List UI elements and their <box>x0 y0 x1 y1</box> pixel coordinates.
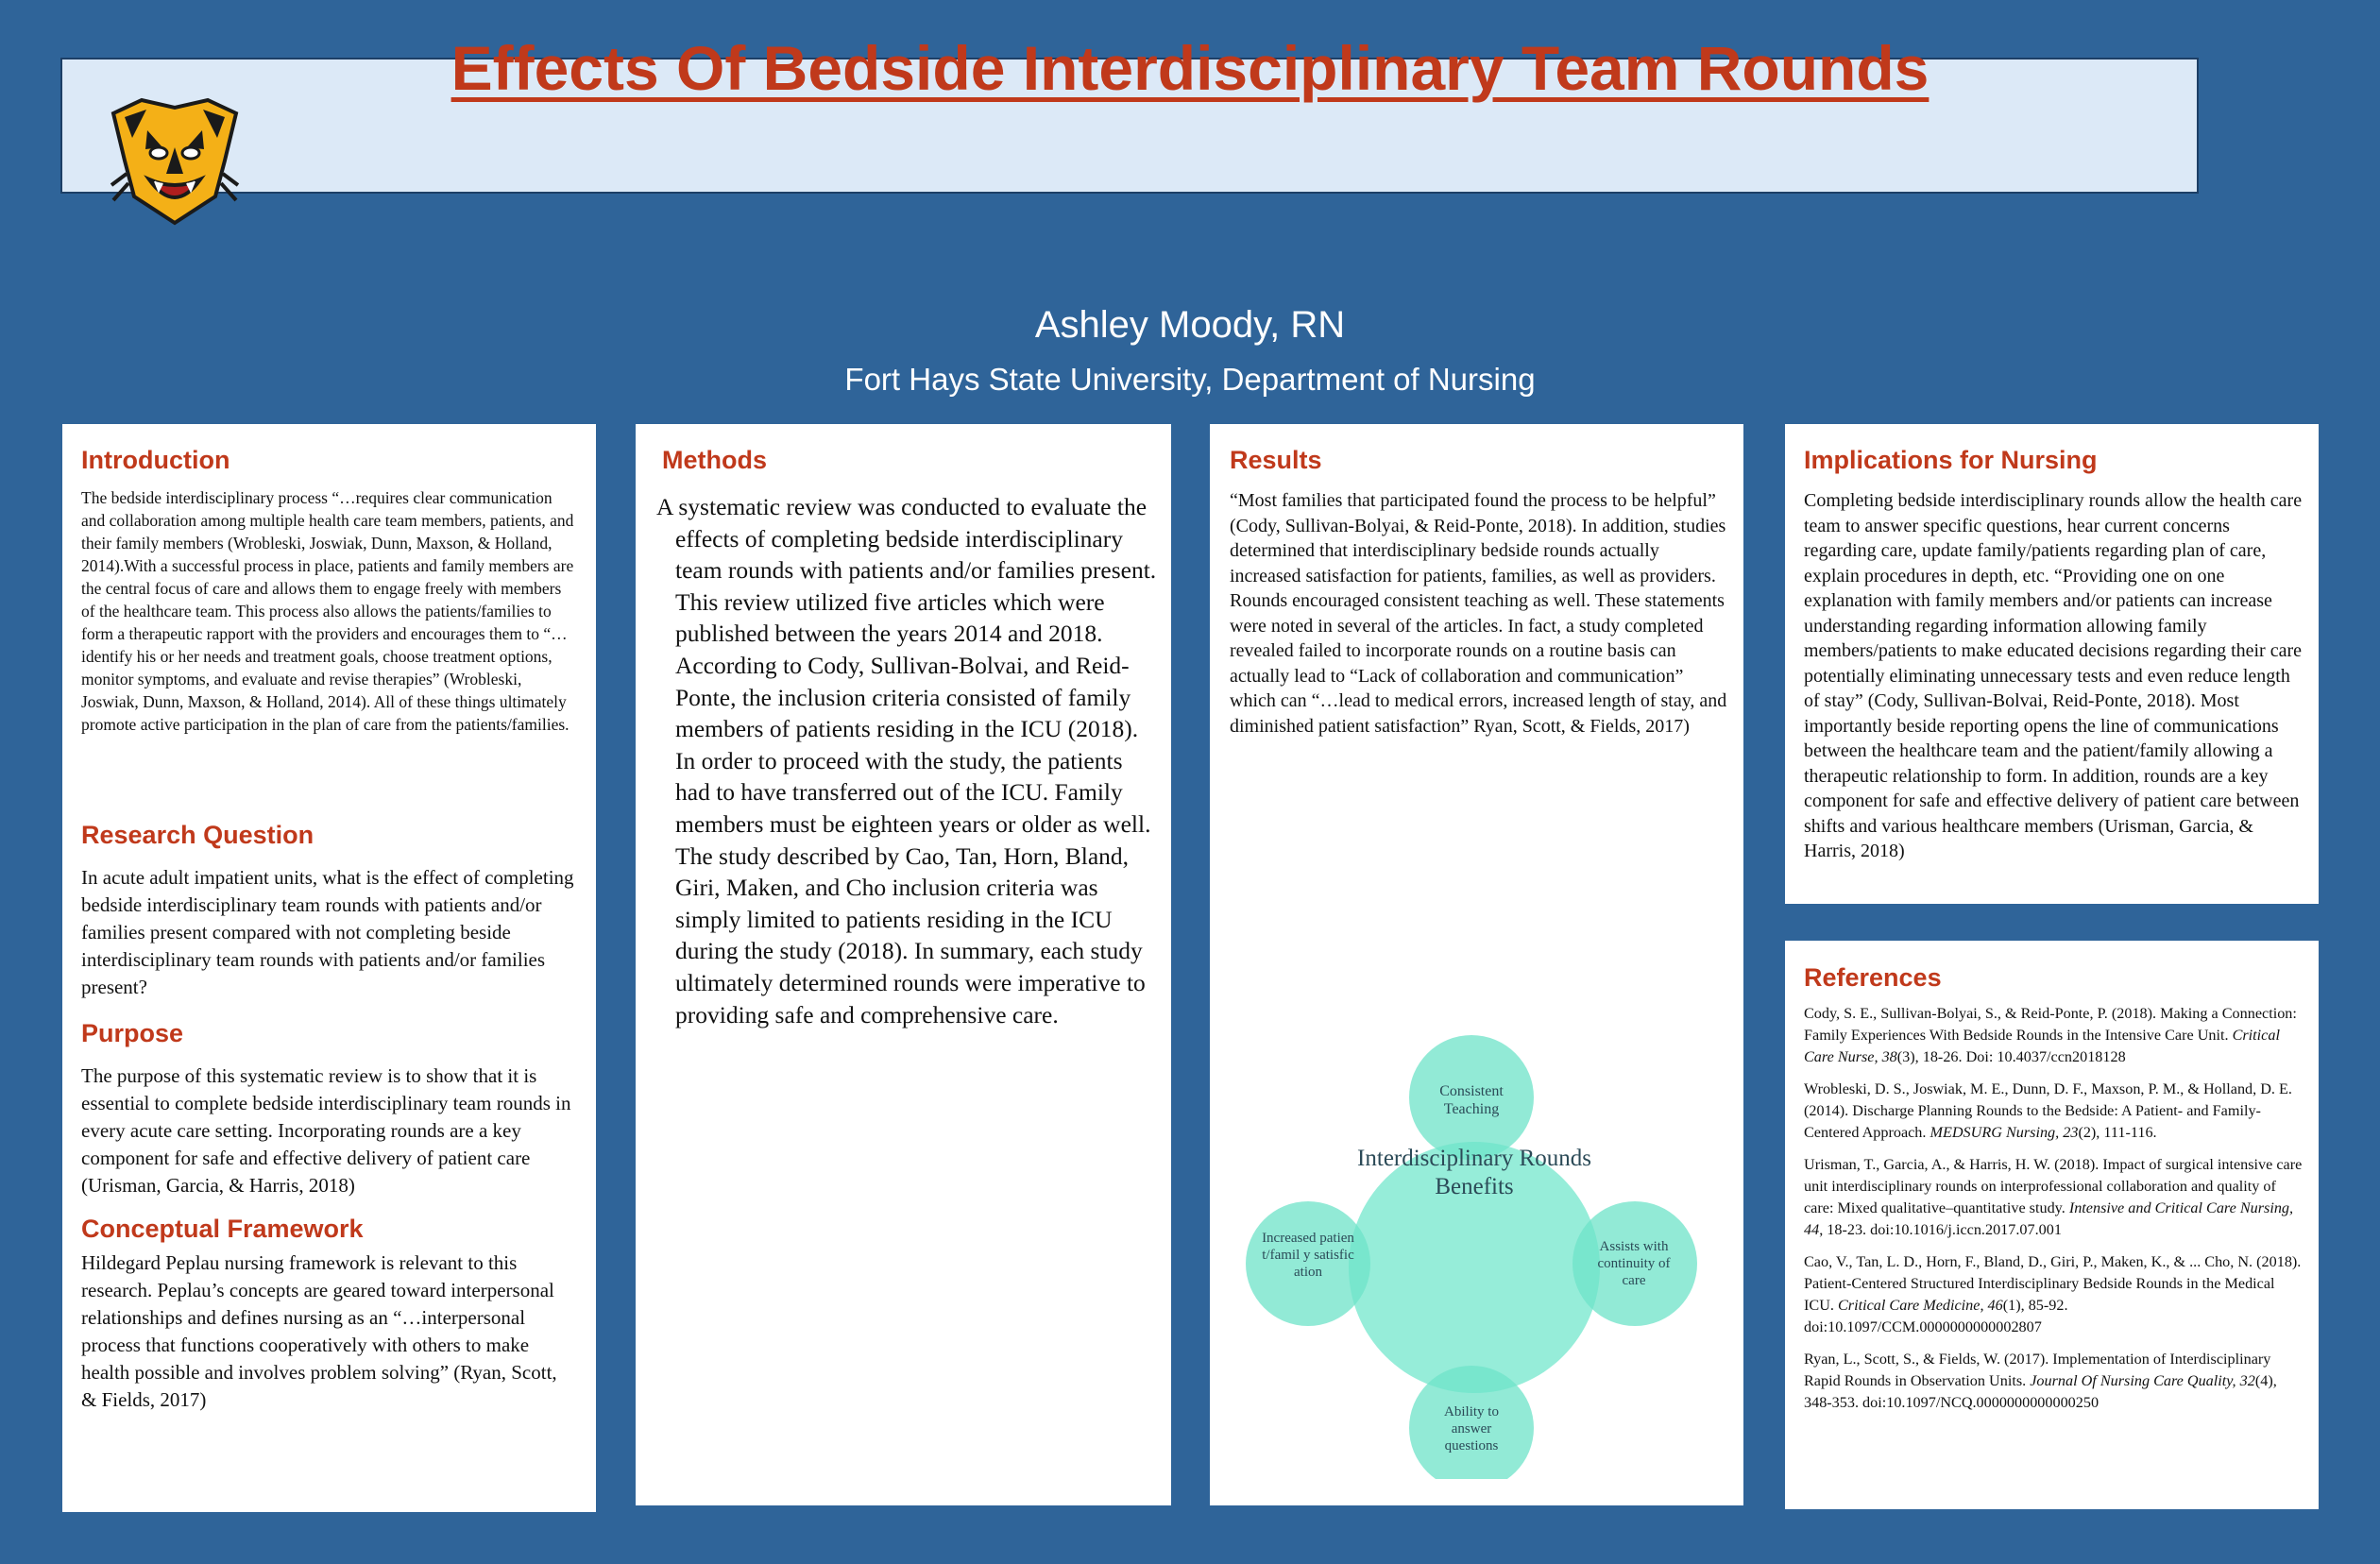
reference-item: Cody, S. E., Sullivan-Bolyai, S., & Reid-Ponte, P. (2018). Making a Connection: Family Experiences With Bedside Rounds in the Intensive Care Unit. Critical Care Nurse, 38(3), 18-26. Doi: 10.4037/ccn2018128 <box>1804 1005 2297 1065</box>
conceptual-framework-text: Hildegard Peplau nursing framework is relevant to this research. Peplau’s concepts are geared toward interpersonal relationships and defines nursing as an “…interpersonal process that functions cooperatively with others to make health possible and involves problem solving” (Ryan, Scott, & Fields, 2017) <box>81 1251 557 1411</box>
introduction-text: The bedside interdisciplinary process “…requires clear communication and collaboration among multiple health care team members, patients, and their family members (Wrobleski, Joswiak, Dunn, Maxson, & Holland, 2014).With a successful process in place, patients and family members are the central focus of care and allows them to engage freely with members of the healthcare team. This process also allows the patients/families to form a therapeutic rapport with the providers and encourages them to “…identify his or her needs and treatment goals, choose treatment options, monitor symptoms, and evaluate and revise therapies” (Wrobleski, Joswiak, Dunn, Maxson, & Holland, 2014). All of these things ultimately promote active participation in the plan of care from the patients/families. <box>81 488 574 734</box>
diagram-right-label: Assists with continuity of care <box>1597 1239 1671 1288</box>
tiger-logo-icon <box>104 94 246 227</box>
diagram-center-label: Interdisciplinary Rounds Benefits <box>1357 1146 1591 1199</box>
diagram-left-label: Increased patient/famil y satisfication <box>1262 1231 1354 1280</box>
poster-title: Effects Of Bedside Interdisciplinary Team Rounds <box>450 33 1930 103</box>
purpose-heading: Purpose <box>81 1019 184 1047</box>
methods-heading: Methods <box>662 446 767 474</box>
affiliation: Fort Hays State University, Department of Nursing <box>844 362 1536 397</box>
reference-item: Cao, V., Tan, L. D., Horn, F., Bland, D., Giri, P., Maken, K., & ... Cho, N. (2018). Patient-Centered Structured Interdisciplinary Bedside Rounds in the Medical ICU. Critical Care Medicine, 46(1), 85-92. doi:10.1097/CCM.0000000000002807 <box>1804 1253 2302 1335</box>
results-heading: Results <box>1230 446 1322 474</box>
research-question-heading: Research Question <box>81 821 314 849</box>
implications-text: Completing bedside interdisciplinary rounds allow the health care team to answer specific questions, hear current concerns regarding care, update family/patients regarding plan of care, explain procedures in depth, etc. “Providing one on one explanation with family members and/or patients can increase understanding regarding information allowing family members/patients to make educated decisions regarding their care potentially eliminating unnecessary tests and even reduce length of stay” (Cody, Sullivan-Bolvai, Reid-Ponte, 2018). Most importantly beside reporting opens the line of communications between the healthcare team and the patient/family allowing a therapeutic relationship to form. In addition, rounds are a key component for safe and effective delivery of patient care between shifts and various healthcare members (Urisman, Garcia, & Harris, 2018) <box>1804 490 2303 861</box>
reference-item: Urisman, T., Garcia, A., & Harris, H. W. (2018). Impact of surgical intensive care unit interdisciplinary rounds on interprofessional collaboration and quality of care: Mixed qualitative–quantitative study. Intensive and Critical Care Nursing, 44, 18-23. doi:10.1016/j.iccn.2017.07.001 <box>1804 1156 2303 1238</box>
introduction-heading: Introduction <box>81 446 230 474</box>
author-name: Ashley Moody, RN <box>1034 304 1346 346</box>
results-text: “Most families that participated found the process to be helpful” (Cody, Sullivan-Bolyai, & Reid-Ponte, 2018). In addition, studies determined that interdisciplinary bedside rounds actually increased satisfaction for patients, families, as well as providers. Rounds encouraged consistent teaching as well. These statements were noted in several of the articles. In fact, a study completed revealed failed to incorporate rounds on a routine basis can actually lead to “Lack of collaboration and communication” which can “…lead to medical errors, increased length of stay, and diminished patient satisfaction” Ryan, Scott, & Fields, 2017) <box>1230 490 1727 737</box>
research-question-text: In acute adult impatient units, what is the effect of completing bedside interdisciplinary team rounds with patients and/or families present compared with not completing beside interdisciplinary team rounds with patients and/or families present? <box>81 866 574 998</box>
reference-item: Wrobleski, D. S., Joswiak, M. E., Dunn, D. F., Maxson, P. M., & Holland, D. E. (2014). Discharge Planning Rounds to the Bedside: A Patient- and Family- Centered Approach. MEDSURG Nursing, 23(2), 111-116. <box>1804 1080 2292 1141</box>
diagram-top-label: Consistent Teaching <box>1439 1083 1504 1117</box>
references-list <box>1804 1003 2304 1424</box>
purpose-text: The purpose of this systematic review is to show that it is essential to complete bedside interdisciplinary team rounds in every acute care setting. Incorporating rounds are a key component for safe and effective delivery of patient care (Urisman, Garcia, & Harris, 2018) <box>81 1064 571 1197</box>
methods-text: A systematic review was conducted to evaluate the effects of completing bedside interdisciplinary team rounds with patients and/or families present. This review utilized five articles which were published between the years 2014 and 2018. According to Cody, Sullivan-Bolvai, and Reid-Ponte, the inclusion criteria consisted of family members of patients residing in the ICU (2018). In order to proceed with the study, the patients had to have transferred out of the ICU. Family members must be eighteen years or older as well. The study described by Cao, Tan, Horn, Bland, Giri, Maken, and Cho inclusion criteria was simply limited to patients residing in the ICU during the study (2018). In summary, each study ultimately determined rounds were imperative to providing safe and comprehensive care. <box>656 493 1157 1028</box>
diagram-bottom-label: Ability to answer questions <box>1444 1404 1499 1454</box>
reference-item: Ryan, L., Scott, S., & Fields, W. (2017). Implementation of Interdisciplinary Rapid Rounds in Observation Units. Journal Of Nursing Care Quality, 32(4), 348-353. doi:10.1097/NCQ.0000000000000250 <box>1804 1351 2277 1411</box>
implications-heading: Implications for Nursing <box>1804 446 2098 474</box>
conceptual-framework-heading: Conceptual Framework <box>81 1215 364 1243</box>
references-heading: References <box>1804 963 1942 992</box>
